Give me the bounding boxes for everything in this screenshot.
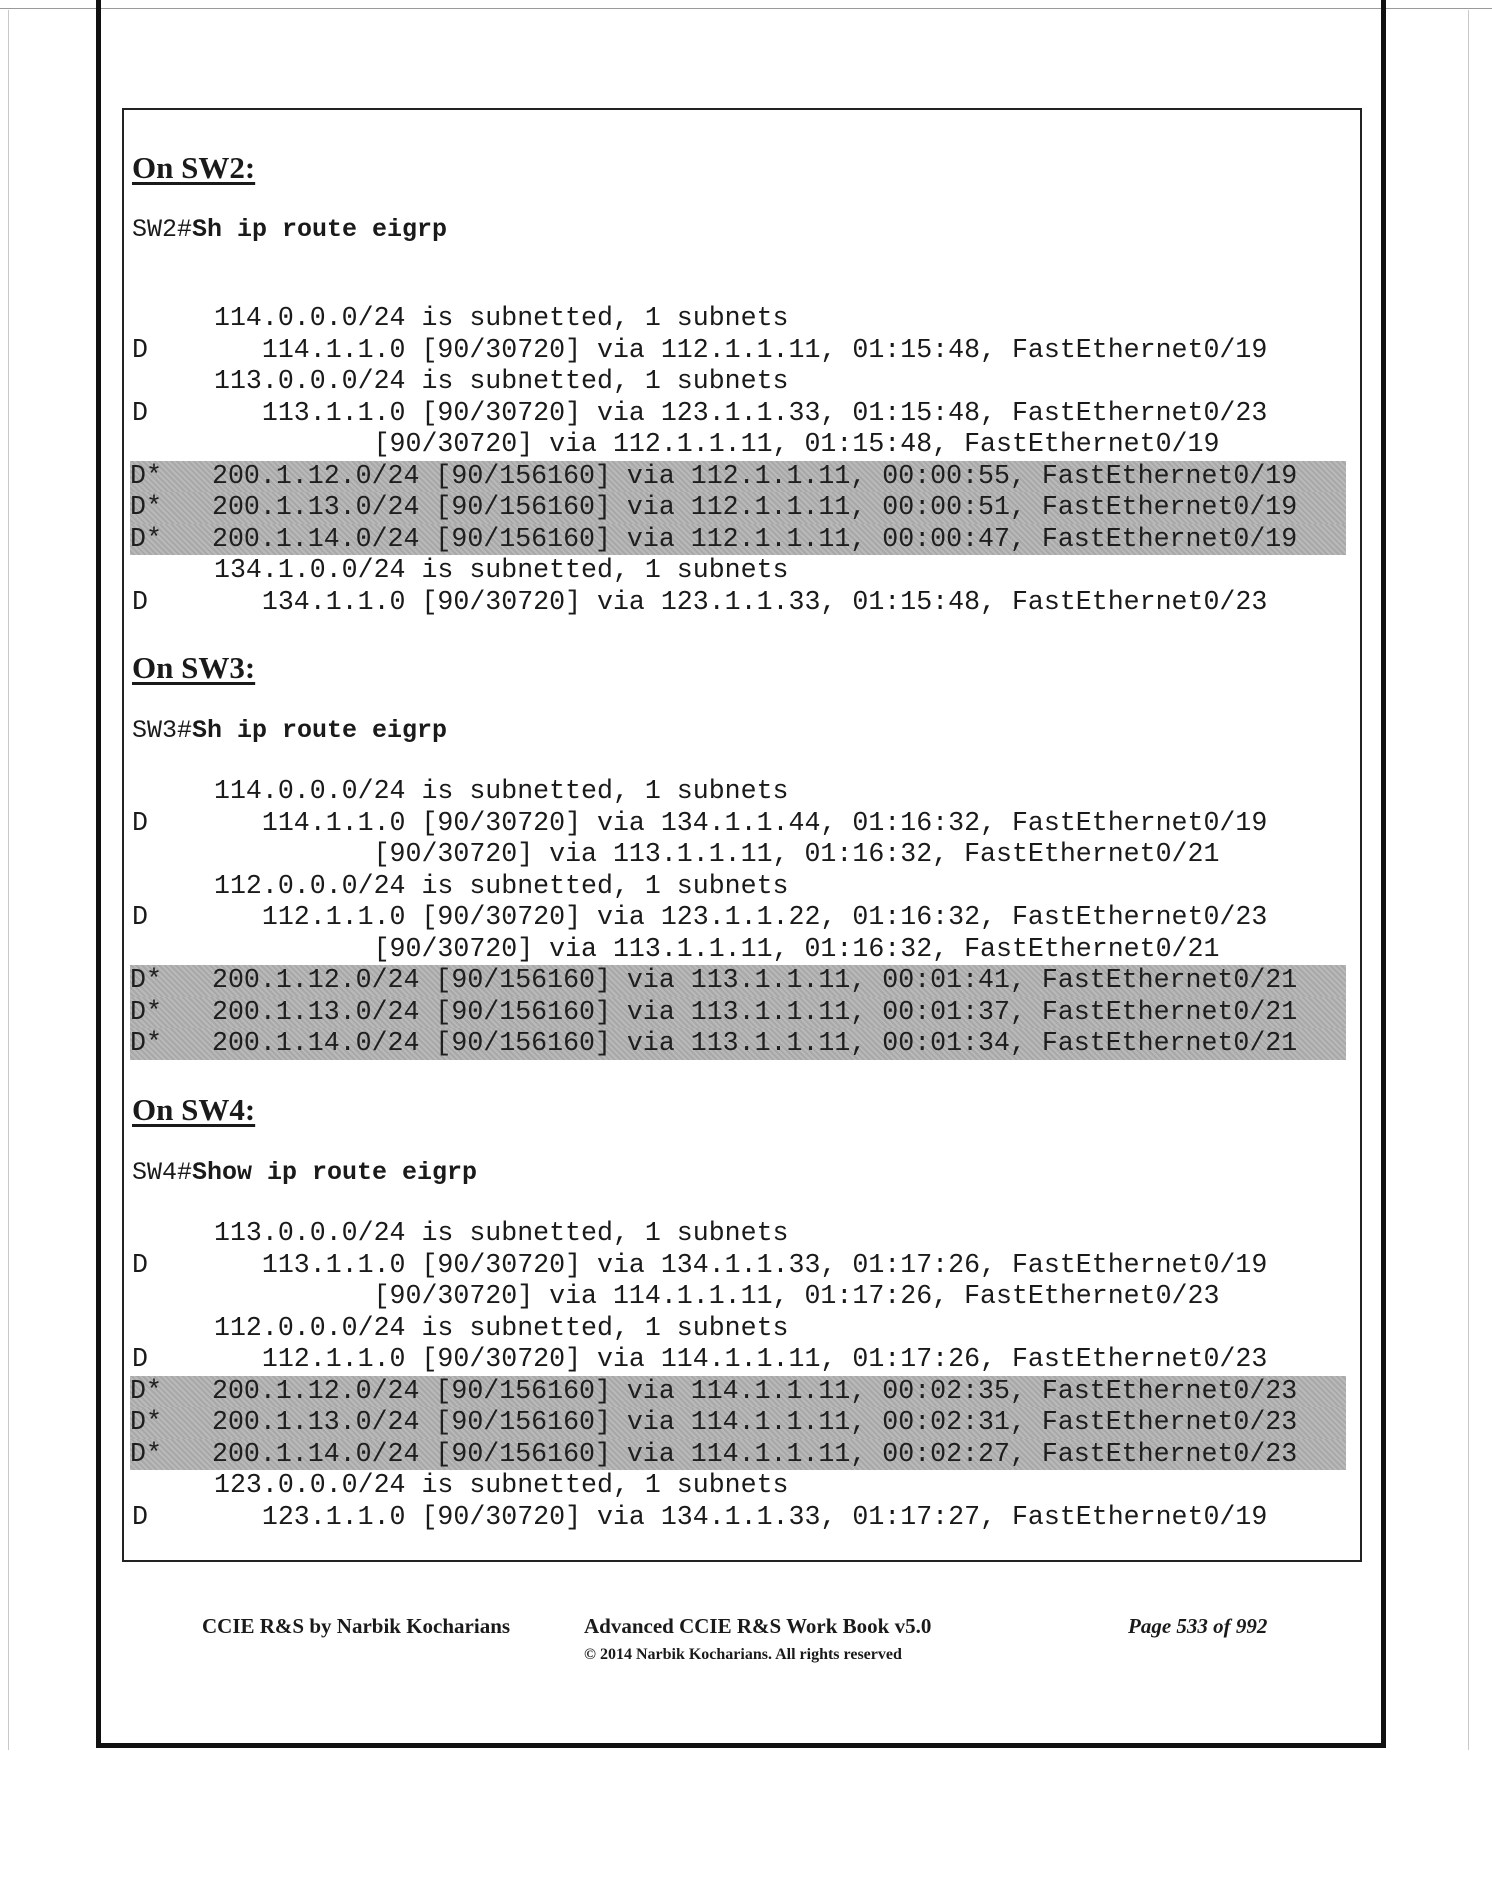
- command-text: Sh ip route eigrp: [192, 215, 448, 244]
- route-code: D: [132, 334, 148, 365]
- footer-copyright: © 2014 Narbik Kocharians. All rights reserved: [584, 1646, 902, 1663]
- route-text: 114.1.1.0 [90/30720] via 112.1.1.11, 01:15:48, FastEthernet0/19: [214, 334, 1268, 365]
- route-row: [132, 1218, 1344, 1250]
- highlighted-route-row: [130, 1407, 1346, 1439]
- route-row: [132, 839, 1344, 871]
- route-text: 200.1.14.0/24 [90/156160] via 112.1.1.11, 00:00:47, FastEthernet0/19: [212, 523, 1298, 554]
- highlighted-route-row: [130, 492, 1346, 524]
- footer-book-title: Advanced CCIE R&S Work Book v5.0: [584, 1614, 932, 1638]
- route-code: D*: [130, 1407, 162, 1437]
- route-table-sw3: [132, 776, 1344, 1060]
- route-text: 200.1.13.0/24 [90/156160] via 114.1.1.11, 00:02:31, FastEthernet0/23: [212, 1407, 1298, 1437]
- section-heading-sw3: On SW3:: [132, 650, 256, 685]
- route-text: 114.1.1.0 [90/30720] via 134.1.1.44, 01:16:32, FastEthernet0/19: [214, 807, 1268, 838]
- route-code: D*: [130, 1438, 162, 1469]
- route-code: D*: [130, 965, 162, 995]
- scan-edge-right: [1468, 10, 1469, 1750]
- highlighted-route-row: [130, 1376, 1346, 1408]
- route-code: D: [132, 397, 148, 428]
- route-text: 134.1.1.0 [90/30720] via 123.1.1.33, 01:15:48, FastEthernet0/23: [214, 586, 1268, 617]
- route-row: [132, 555, 1344, 587]
- route-text: 113.1.1.0 [90/30720] via 134.1.1.33, 01:17:26, FastEthernet0/19: [214, 1249, 1268, 1280]
- route-text: 123.1.1.0 [90/30720] via 134.1.1.33, 01:17:27, FastEthernet0/19: [214, 1501, 1268, 1532]
- route-text: 112.0.0.0/24 is subnetted, 1 subnets: [214, 1312, 789, 1343]
- route-code: D: [132, 1344, 148, 1374]
- highlighted-route-row: [130, 965, 1346, 997]
- route-row: [132, 871, 1344, 903]
- route-row: [132, 1502, 1344, 1534]
- route-row: [132, 303, 1344, 335]
- route-text: 113.0.0.0/24 is subnetted, 1 subnets: [214, 1218, 789, 1248]
- highlighted-route-row: [130, 997, 1346, 1029]
- route-row: [132, 1250, 1344, 1282]
- route-row: [132, 335, 1344, 367]
- command-line-sw3: [132, 716, 447, 745]
- route-code: D*: [130, 1375, 162, 1406]
- route-text: 200.1.13.0/24 [90/156160] via 112.1.1.11, 00:00:51, FastEthernet0/19: [212, 492, 1298, 522]
- command-prompt: SW2#: [132, 215, 193, 244]
- route-text: 134.1.0.0/24 is subnetted, 1 subnets: [214, 555, 789, 585]
- route-text: 112.1.1.0 [90/30720] via 114.1.1.11, 01:17:26, FastEthernet0/23: [214, 1344, 1268, 1374]
- route-text: 123.0.0.0/24 is subnetted, 1 subnets: [214, 1470, 789, 1500]
- route-code: D*: [130, 1028, 162, 1058]
- section-heading-sw2: On SW2:: [132, 150, 256, 185]
- route-table-sw2: [132, 303, 1344, 618]
- route-code: D*: [130, 523, 162, 554]
- section-heading-sw4: On SW4:: [132, 1092, 256, 1127]
- route-row: [132, 934, 1344, 966]
- command-text: Sh ip route eigrp: [192, 716, 448, 745]
- route-code: D*: [130, 996, 162, 1027]
- command-text: Show ip route eigrp: [192, 1158, 478, 1187]
- route-row: [132, 1281, 1344, 1313]
- route-row: [132, 808, 1344, 840]
- command-line-sw4: [132, 1158, 477, 1187]
- route-row: [132, 1344, 1344, 1376]
- command-line-sw2: [132, 215, 447, 244]
- route-row: [132, 366, 1344, 398]
- route-table-sw4: [132, 1218, 1344, 1533]
- footer-author: CCIE R&S by Narbik Kocharians: [202, 1614, 511, 1638]
- route-code: D: [132, 902, 148, 932]
- route-row: [132, 429, 1344, 461]
- route-row: [132, 398, 1344, 430]
- route-text: [90/30720] via 112.1.1.11, 01:15:48, FastEthernet0/19: [214, 429, 1220, 459]
- route-text: 200.1.14.0/24 [90/156160] via 113.1.1.11, 00:01:34, FastEthernet0/21: [212, 1028, 1298, 1058]
- route-code: D: [132, 807, 148, 838]
- command-prompt: SW3#: [132, 716, 193, 745]
- route-text: 200.1.14.0/24 [90/156160] via 114.1.1.11, 00:02:27, FastEthernet0/23: [212, 1438, 1298, 1469]
- route-row: [132, 902, 1344, 934]
- footer-page-number: Page 533 of 992: [1128, 1614, 1268, 1638]
- route-text: 112.1.1.0 [90/30720] via 123.1.1.22, 01:16:32, FastEthernet0/23: [214, 902, 1268, 932]
- route-code: D: [132, 1501, 148, 1532]
- highlighted-route-row: [130, 1439, 1346, 1471]
- route-text: 112.0.0.0/24 is subnetted, 1 subnets: [214, 870, 789, 901]
- route-text: 113.1.1.0 [90/30720] via 123.1.1.33, 01:15:48, FastEthernet0/23: [214, 397, 1268, 428]
- route-code: D: [132, 586, 148, 617]
- highlighted-route-row: [130, 461, 1346, 493]
- route-text: 200.1.13.0/24 [90/156160] via 113.1.1.11, 00:01:37, FastEthernet0/21: [212, 996, 1298, 1027]
- route-row: [132, 587, 1344, 619]
- route-row: [132, 1313, 1344, 1345]
- route-code: D*: [130, 460, 162, 491]
- route-row: [132, 1470, 1344, 1502]
- route-row: [132, 776, 1344, 808]
- route-text: 114.0.0.0/24 is subnetted, 1 subnets: [214, 303, 789, 333]
- route-text: 114.0.0.0/24 is subnetted, 1 subnets: [214, 776, 789, 806]
- route-text: [90/30720] via 113.1.1.11, 01:16:32, FastEthernet0/21: [214, 933, 1220, 964]
- highlighted-route-row: [130, 1028, 1346, 1060]
- route-text: 113.0.0.0/24 is subnetted, 1 subnets: [214, 366, 789, 396]
- route-text: [90/30720] via 114.1.1.11, 01:17:26, FastEthernet0/23: [214, 1281, 1220, 1311]
- command-prompt: SW4#: [132, 1158, 193, 1187]
- route-text: 200.1.12.0/24 [90/156160] via 113.1.1.11, 00:01:41, FastEthernet0/21: [212, 965, 1298, 995]
- highlighted-route-row: [130, 524, 1346, 556]
- route-code: D*: [130, 492, 162, 522]
- route-code: D: [132, 1249, 148, 1280]
- scan-edge-left: [8, 10, 9, 1750]
- route-text: 200.1.12.0/24 [90/156160] via 112.1.1.11, 00:00:55, FastEthernet0/19: [212, 460, 1298, 491]
- route-text: [90/30720] via 113.1.1.11, 01:16:32, FastEthernet0/21: [214, 839, 1220, 869]
- route-text: 200.1.12.0/24 [90/156160] via 114.1.1.11, 00:02:35, FastEthernet0/23: [212, 1375, 1298, 1406]
